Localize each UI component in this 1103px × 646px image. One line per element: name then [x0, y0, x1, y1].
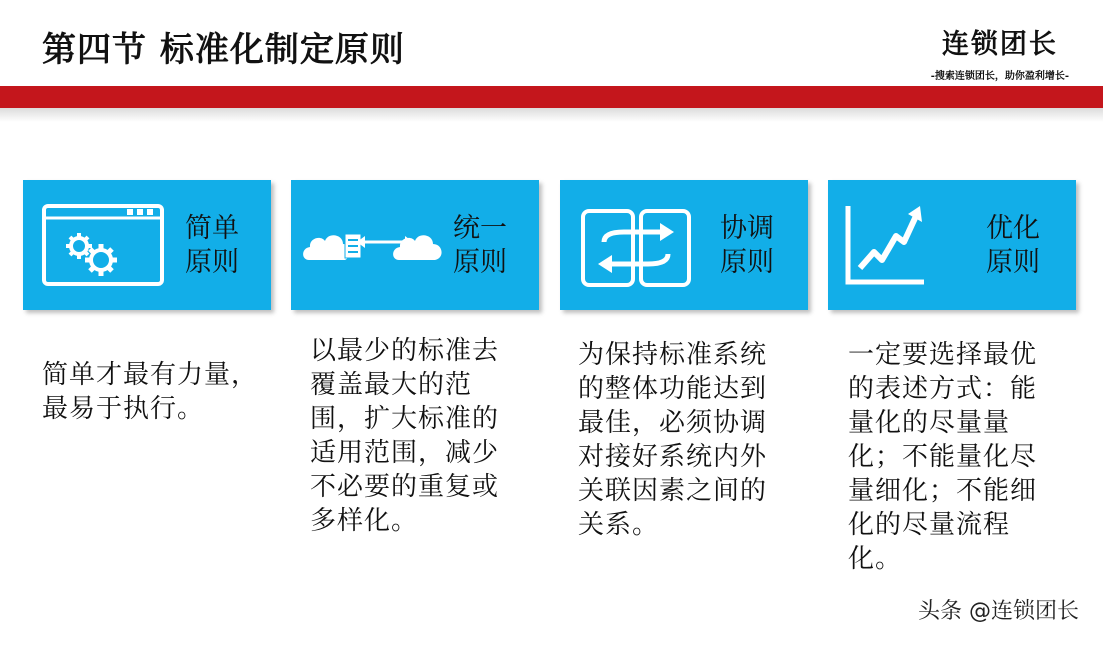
card-title — [978, 212, 1048, 280]
header-band — [0, 86, 1103, 108]
card-optimization-principle — [828, 180, 1076, 310]
description-unified: 以最少的标准去覆盖最大的范围，扩大标准的适用范围，减少不必要的重复或多样化。 — [310, 336, 500, 536]
brand-tagline: -搜索连锁团长，助你盈利增长- — [930, 71, 1069, 82]
card-simple-principle — [23, 180, 271, 310]
brand-name: 连锁团长 — [941, 29, 1058, 60]
card-title-line1: 统一 — [453, 213, 507, 244]
card-title-line2: 原则 — [720, 247, 774, 278]
growth-chart-icon — [842, 202, 928, 288]
cloud-transfer-icon — [301, 218, 446, 270]
card-title-line1: 优化 — [986, 213, 1040, 244]
description-optimization: 一定要选择最优的表述方式：能量化的尽量量化；不能量化尽量细化；不能细化的尽量流程化。 — [848, 340, 1038, 574]
card-title-line2: 原则 — [986, 247, 1040, 278]
card-title — [445, 212, 515, 280]
card-title — [712, 212, 782, 280]
card-unified-principle — [291, 180, 539, 310]
settings-window-icon — [41, 202, 165, 288]
card-title-line1: 协调 — [720, 213, 774, 244]
header-band-shadow — [0, 108, 1103, 122]
card-title — [177, 212, 247, 280]
description-coordination: 为保持标准系统的整体功能达到最佳，必须协调对接好系统内外关联因素之间的关系。 — [578, 340, 768, 540]
card-title-line2: 原则 — [185, 247, 239, 278]
card-title-line2: 原则 — [453, 247, 507, 278]
sync-arrows-icon — [580, 208, 692, 288]
description-simple: 简单才最有力量，最易于执行。 — [42, 360, 259, 424]
card-coordination-principle — [560, 180, 808, 310]
page-title: 第四节 标准化制定原则 — [42, 30, 405, 70]
card-title-line1: 简单 — [185, 213, 239, 244]
footer-watermark: 头条 @连锁团长 — [918, 599, 1079, 624]
brand-logo — [931, 22, 1069, 82]
